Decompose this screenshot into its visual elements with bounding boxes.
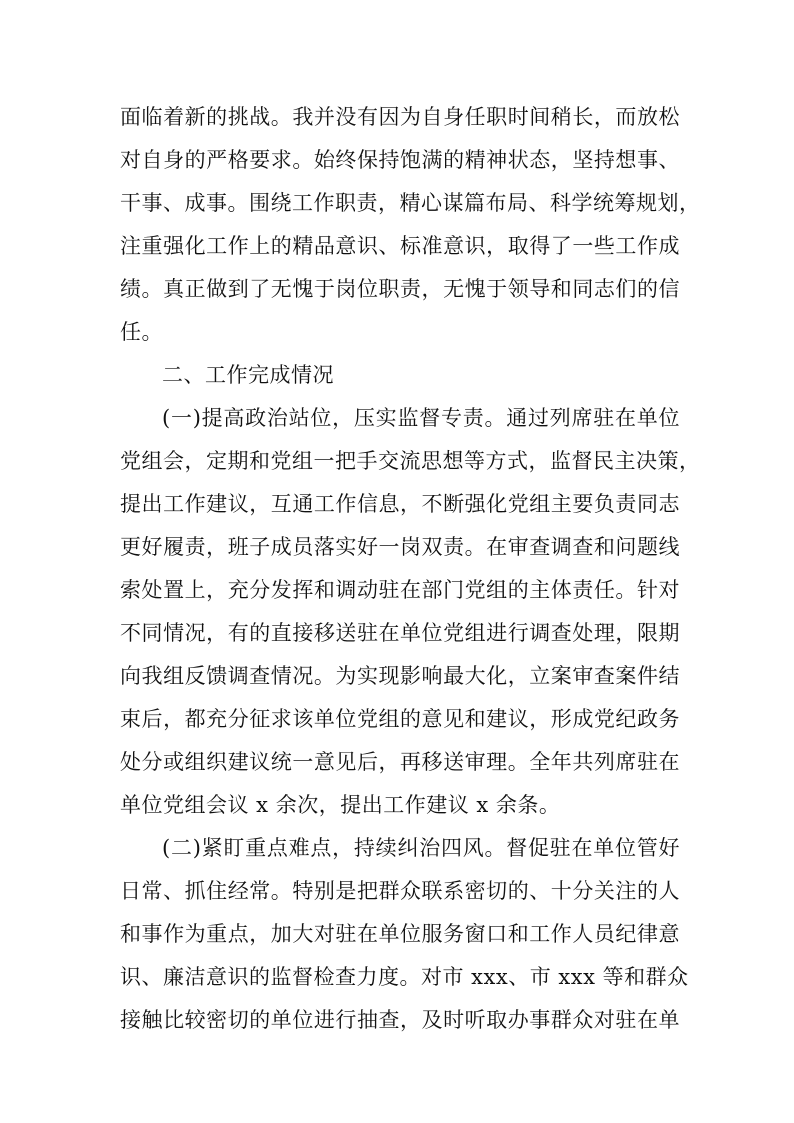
- paragraph-line: 接触比较密切的单位进行抽查，及时听取办事群众对驻在单: [120, 1008, 680, 1032]
- section-heading: 二、工作完成情况: [162, 363, 334, 387]
- paragraph-line: 注重强化工作上的精品意识、标准意识，取得了一些工作成: [120, 234, 680, 258]
- paragraph-line: (一)提高政治站位，压实监督专责。通过列席驻在单位: [162, 406, 680, 430]
- paragraph-line: 和事作为重点，加大对驻在单位服务窗口和工作人员纪律意: [120, 922, 680, 946]
- paragraph-line: 日常、抓住经常。特别是把群众联系密切的、十分关注的人: [120, 879, 680, 903]
- paragraph-line: 处分或组织建议统一意见后，再移送审理。全年共列席驻在: [120, 750, 680, 774]
- paragraph-line: 单位党组会议 x 余次，提出工作建议 x 余条。: [120, 793, 561, 817]
- paragraph-line: 任。: [120, 320, 163, 344]
- paragraph-line: 更好履责，班子成员落实好一岗双责。在审查调查和问题线: [120, 535, 680, 559]
- paragraph-line: 干事、成事。围绕工作职责，精心谋篇布局、科学统筹规划，: [120, 191, 701, 215]
- paragraph-line: 束后，都充分征求该单位党组的意见和建议，形成党纪政务: [120, 707, 680, 731]
- paragraph-line: 面临着新的挑战。我并没有因为自身任职时间稍长，而放松: [120, 105, 680, 129]
- paragraph-line: (二)紧盯重点难点，持续纠治四风。督促驻在单位管好: [162, 836, 680, 860]
- paragraph-line: 索处置上，充分发挥和调动驻在部门党组的主体责任。针对: [120, 578, 680, 602]
- paragraph-line: 向我组反馈调查情况。为实现影响最大化，立案审查案件结: [120, 664, 680, 688]
- paragraph-line: 绩。真正做到了无愧于岗位职责，无愧于领导和同志们的信: [120, 277, 680, 301]
- paragraph-line: 不同情况，有的直接移送驻在单位党组进行调查处理，限期: [120, 621, 680, 645]
- paragraph-line: 识、廉洁意识的监督检查力度。对市 xxx、市 xxx 等和群众: [120, 965, 689, 989]
- paragraph-line: 提出工作建议，互通工作信息，不断强化党组主要负责同志: [120, 492, 680, 516]
- paragraph-line: 对自身的严格要求。始终保持饱满的精神状态，坚持想事、: [120, 148, 680, 172]
- paragraph-line: 党组会，定期和党组一把手交流思想等方式，监督民主决策，: [120, 449, 701, 473]
